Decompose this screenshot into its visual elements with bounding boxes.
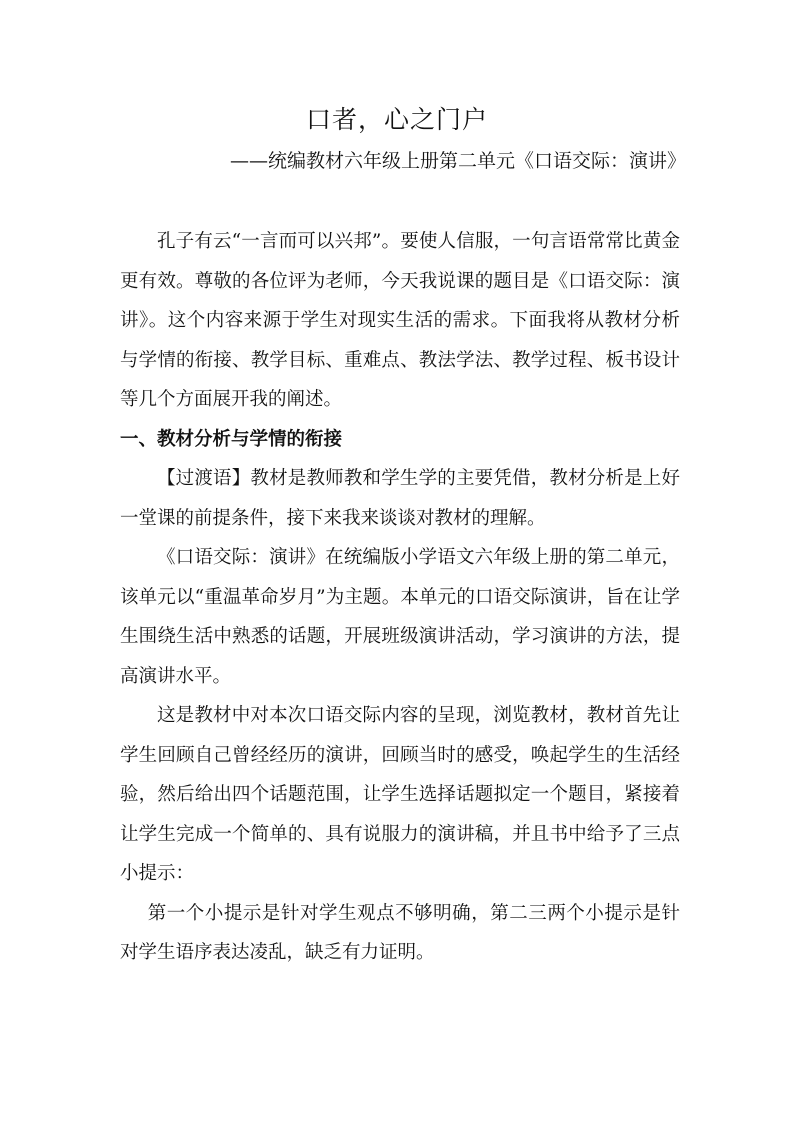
textbook-content-paragraph: 这是教材中对本次口语交际内容的呈现，浏览教材，教材首先让学生回顾自己曾经经历的演讲，回顾当时的感受，唤起学生的生活经验，然后给出四个话题范围，让学生选择话题拟定一个题目，紧接着让学生完成一个简单的、具有说服力的演讲稿，并且书中给予了三点小提示： (120, 705, 680, 884)
transition-paragraph: 【过渡语】教材是教师教和学生学的主要凭借，教材分析是上好一堂课的前提条件，接下来我来谈谈对教材的理解。 (120, 468, 680, 529)
intro-paragraph: 孔子有云“一言而可以兴邦”。要使人信服，一句言语常常比黄金更有效。尊敬的各位评为老师，今天我说课的题目是《口语交际：演讲》。这个内容来源于学生对现实生活的需求。下面我将从教材分析与学情的衔接、教学目标、重难点、教法学法、教学过程、板书设计等几个方面展开我的阐述。 (120, 231, 680, 410)
document-body (120, 222, 680, 973)
tips-paragraph: 第一个小提示是针对学生观点不够明确，第二三两个小提示是针对学生语序表达凌乱，缺乏有力证明。 (120, 902, 680, 963)
section-heading-1: 一、教材分析与学情的衔接 (120, 428, 343, 450)
page-title: 口者，心之门户 (305, 105, 488, 134)
page-subtitle: ——统编教材六年级上册第二单元《口语交际：演讲》 (229, 150, 686, 172)
textbook-intro-paragraph: 《口语交际：演讲》在统编版小学语文六年级上册的第二单元，该单元以“重温革命岁月”为主题。本单元的口语交际演讲，旨在让学生围绕生活中熟悉的话题，开展班级演讲活动，学习演讲的方法，提高演讲水平。 (120, 547, 680, 687)
